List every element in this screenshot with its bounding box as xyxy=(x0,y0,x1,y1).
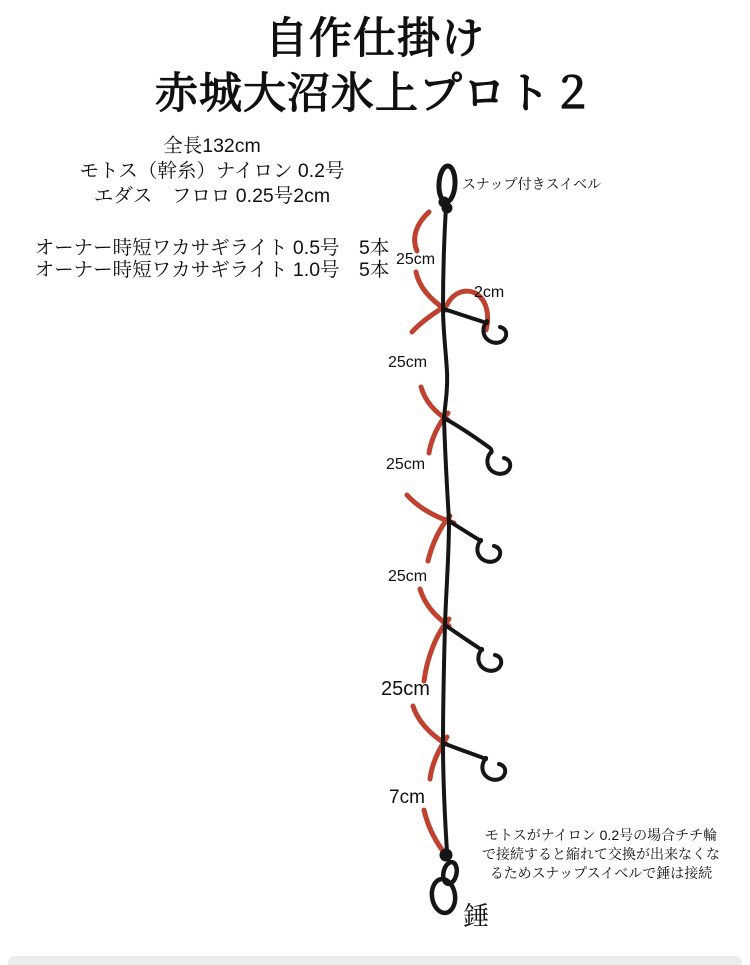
swivel-label: スナップ付きスイベル xyxy=(462,176,602,192)
swivel-loop xyxy=(438,166,456,203)
spec-dropper: エダス フロロ 0.25号2cm xyxy=(93,185,331,207)
title-line-1: 自作仕掛け xyxy=(265,15,485,63)
hook-branch-5 xyxy=(443,743,505,780)
note-line-3: るためスナップスイベルで錘は接続 xyxy=(489,865,713,881)
spec-hooks-large: オーナー時短ワカサギライト 1.0号 5本 xyxy=(34,258,390,281)
note-line-1: モトスがナイロン 0.2号の場合チチ輪 xyxy=(484,827,718,843)
spec-total-length: 全長132cm xyxy=(163,135,261,157)
title-line-2: 赤城大沼氷上プロト２ xyxy=(155,70,595,118)
note-line-2: で接続すると縮れて交換が出来なくな xyxy=(482,846,720,862)
measurement-label-1: 25cm xyxy=(396,251,436,268)
hook-branch-4 xyxy=(445,625,501,671)
spec-main-line: モトス（幹糸）ナイロン 0.2号 xyxy=(79,160,345,182)
hook-branch-3 xyxy=(449,521,500,562)
spec-hooks-small: オーナー時短ワカサギライト 0.5号 5本 xyxy=(34,237,390,259)
measurement-label-4: 25cm xyxy=(388,568,428,585)
black-line-work xyxy=(430,166,510,915)
bottom-sheet-edge xyxy=(8,956,742,965)
measurement-label-eda: 2cm xyxy=(474,284,505,301)
weight-label: 錘 xyxy=(463,901,490,931)
bottom-snap-swivel xyxy=(430,851,459,915)
hook-branch-2 xyxy=(444,418,510,474)
hook-branch-1 xyxy=(444,309,506,343)
measurement-label-2: 25cm xyxy=(388,354,428,371)
red-arc-seg1a xyxy=(415,212,429,251)
measurement-label-3: 25cm xyxy=(386,456,426,473)
bottom-knot xyxy=(442,851,451,860)
measurement-label-5: 25cm xyxy=(381,678,430,700)
connection-note xyxy=(462,826,740,883)
measurement-label-6: 7cm xyxy=(389,787,425,808)
